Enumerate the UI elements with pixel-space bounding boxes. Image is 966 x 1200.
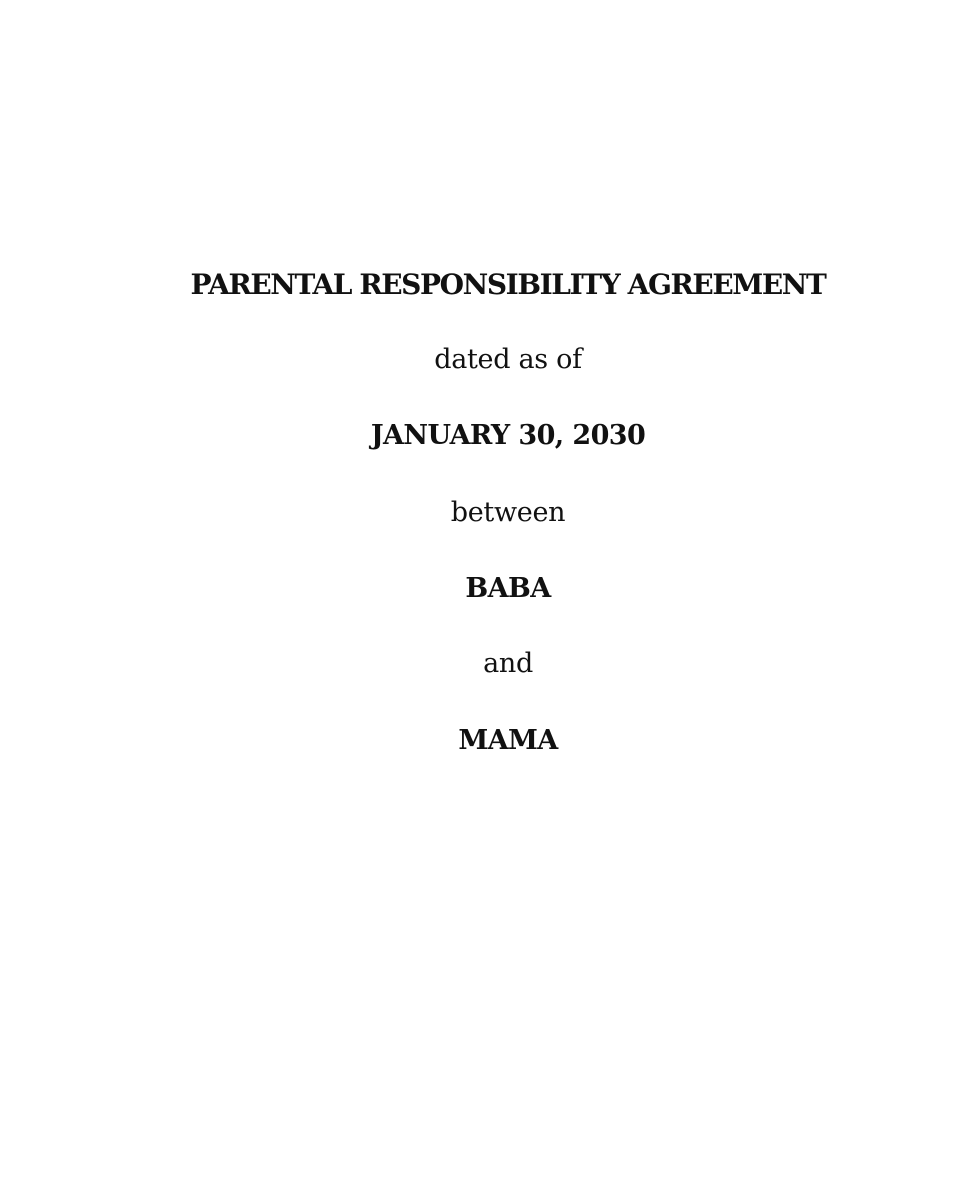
and-label: and	[483, 648, 533, 679]
between-label: between	[450, 497, 566, 528]
agreement-date: JANUARY 30, 2030	[370, 420, 646, 451]
party-two-name: MAMA	[458, 725, 558, 756]
dated-label: dated as of	[434, 344, 582, 375]
agreement-title: PARENTAL RESPONSIBILITY AGREEMENT	[190, 268, 826, 301]
party-one-name: BABA	[465, 573, 551, 604]
